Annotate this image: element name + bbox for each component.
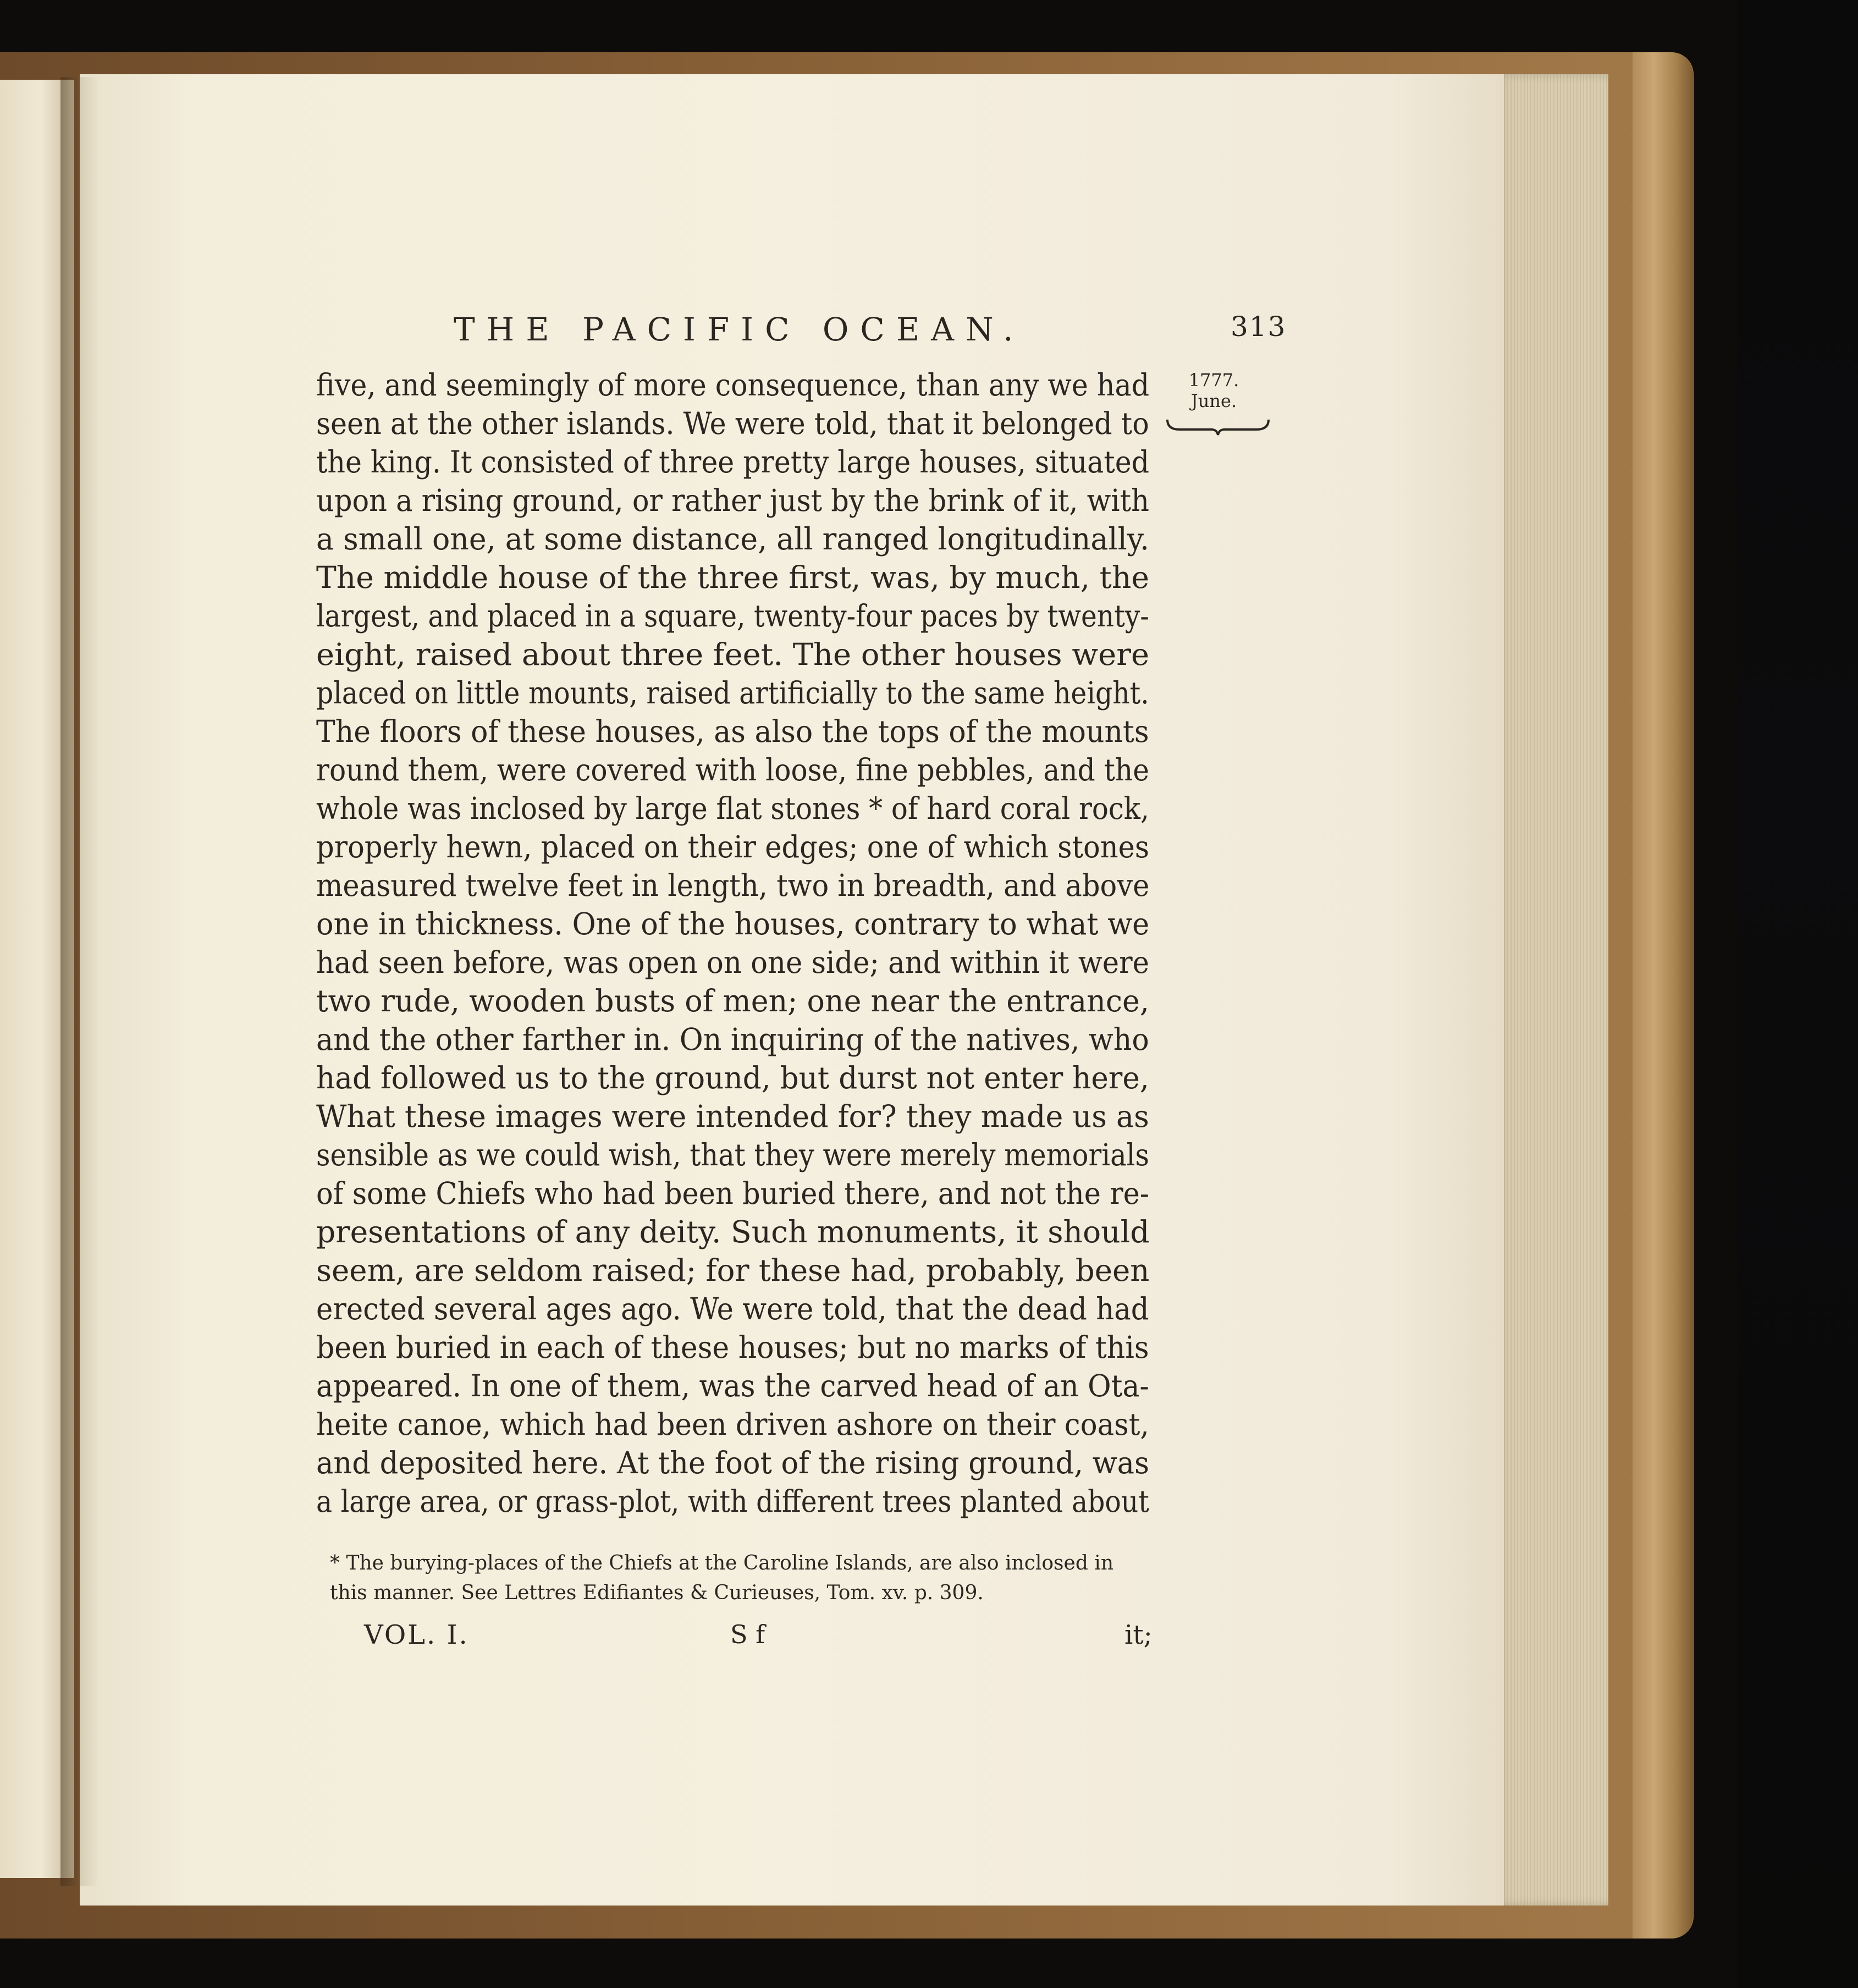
margin-note xyxy=(1168,370,1259,411)
body-line: largest, and placed in a square, twenty-four paces by twenty- xyxy=(316,598,1149,634)
page-number: 313 xyxy=(1231,311,1287,343)
body-line: been buried in each of these houses; but no marks of this xyxy=(316,1330,1149,1365)
signature-mark: S f xyxy=(730,1620,765,1649)
body-line: five, and seemingly of more consequence, than any we had xyxy=(316,367,1150,403)
body-line: seen at the other islands. We were told, that it belonged to xyxy=(316,406,1149,441)
body-line: seem, are seldom raised; for these had, probably, been xyxy=(316,1253,1150,1288)
page-block-edges xyxy=(1496,74,1608,1906)
body-line: heite canoe, which had been driven ashore on their coast, xyxy=(316,1407,1149,1442)
body-line: The floors of these houses, as also the tops of the mounts xyxy=(316,714,1149,749)
body-line: erected several ages ago. We were told, that the dead had xyxy=(316,1291,1149,1326)
body-line: What these images were intended for? they made us as xyxy=(316,1099,1149,1134)
margin-note-year: 1777. xyxy=(1188,370,1239,390)
dark-background xyxy=(1737,0,1858,1988)
book-gutter xyxy=(60,77,99,1886)
catchword: it; xyxy=(1124,1620,1153,1650)
body-line: properly hewn, placed on their edges; one of which stones xyxy=(316,829,1150,864)
margin-note-month: June. xyxy=(1190,390,1237,411)
body-line: whole was inclosed by large flat stones * of hard coral rock, xyxy=(316,791,1149,826)
body-line: round them, were covered with loose, fine pebbles, and the xyxy=(316,752,1149,788)
body-line: of some Chiefs who had been buried there, and not the re- xyxy=(316,1176,1150,1211)
cover-edge xyxy=(1633,52,1693,1939)
running-head: THE PACIFIC OCEAN. xyxy=(454,311,1025,348)
body-line: and deposited here. At the foot of the rising ground, was xyxy=(316,1445,1150,1480)
body-line: two rude, wooden busts of men; one near the entrance, xyxy=(316,983,1150,1018)
body-line: appeared. In one of them, was the carved head of an Ota- xyxy=(316,1368,1149,1403)
body-line: placed on little mounts, raised artificially to the same height. xyxy=(316,675,1149,711)
body-line: upon a rising ground, or rather just by the brink of it, with xyxy=(316,483,1149,518)
volume-label: VOL. I. xyxy=(364,1620,469,1650)
body-line: and the other farther in. On inquiring of the natives, who xyxy=(316,1022,1149,1057)
margin-brace-icon xyxy=(1163,415,1273,437)
footnote-line: * The burying-places of the Chiefs at the Caroline Islands, are also inclosed in xyxy=(330,1552,1114,1574)
body-line: eight, raised about three feet. The other houses were xyxy=(316,637,1150,672)
footnote-line: this manner. See Lettres Edifiantes & Curieuses, Tom. xv. p. 309. xyxy=(330,1582,984,1604)
body-line: measured twelve feet in length, two in breadth, and above xyxy=(316,868,1150,903)
body-line: The middle house of the three first, was, by much, the xyxy=(316,560,1149,595)
body-line: the king. It consisted of three pretty large houses, situated xyxy=(316,444,1150,480)
body-line: had seen before, was open on one side; and within it were xyxy=(316,945,1149,980)
body-line: presentations of any deity. Such monuments, it should xyxy=(316,1214,1150,1249)
body-line: a large area, or grass-plot, with different trees planted about xyxy=(316,1484,1149,1519)
body-line: a small one, at some distance, all ranged longitudinally. xyxy=(316,521,1150,557)
body-line: sensible as we could wish, that they were merely memorials xyxy=(316,1137,1149,1172)
body-line: one in thickness. One of the houses, contrary to what we xyxy=(316,906,1150,941)
body-line: had followed us to the ground, but durst not enter here, xyxy=(316,1060,1149,1095)
